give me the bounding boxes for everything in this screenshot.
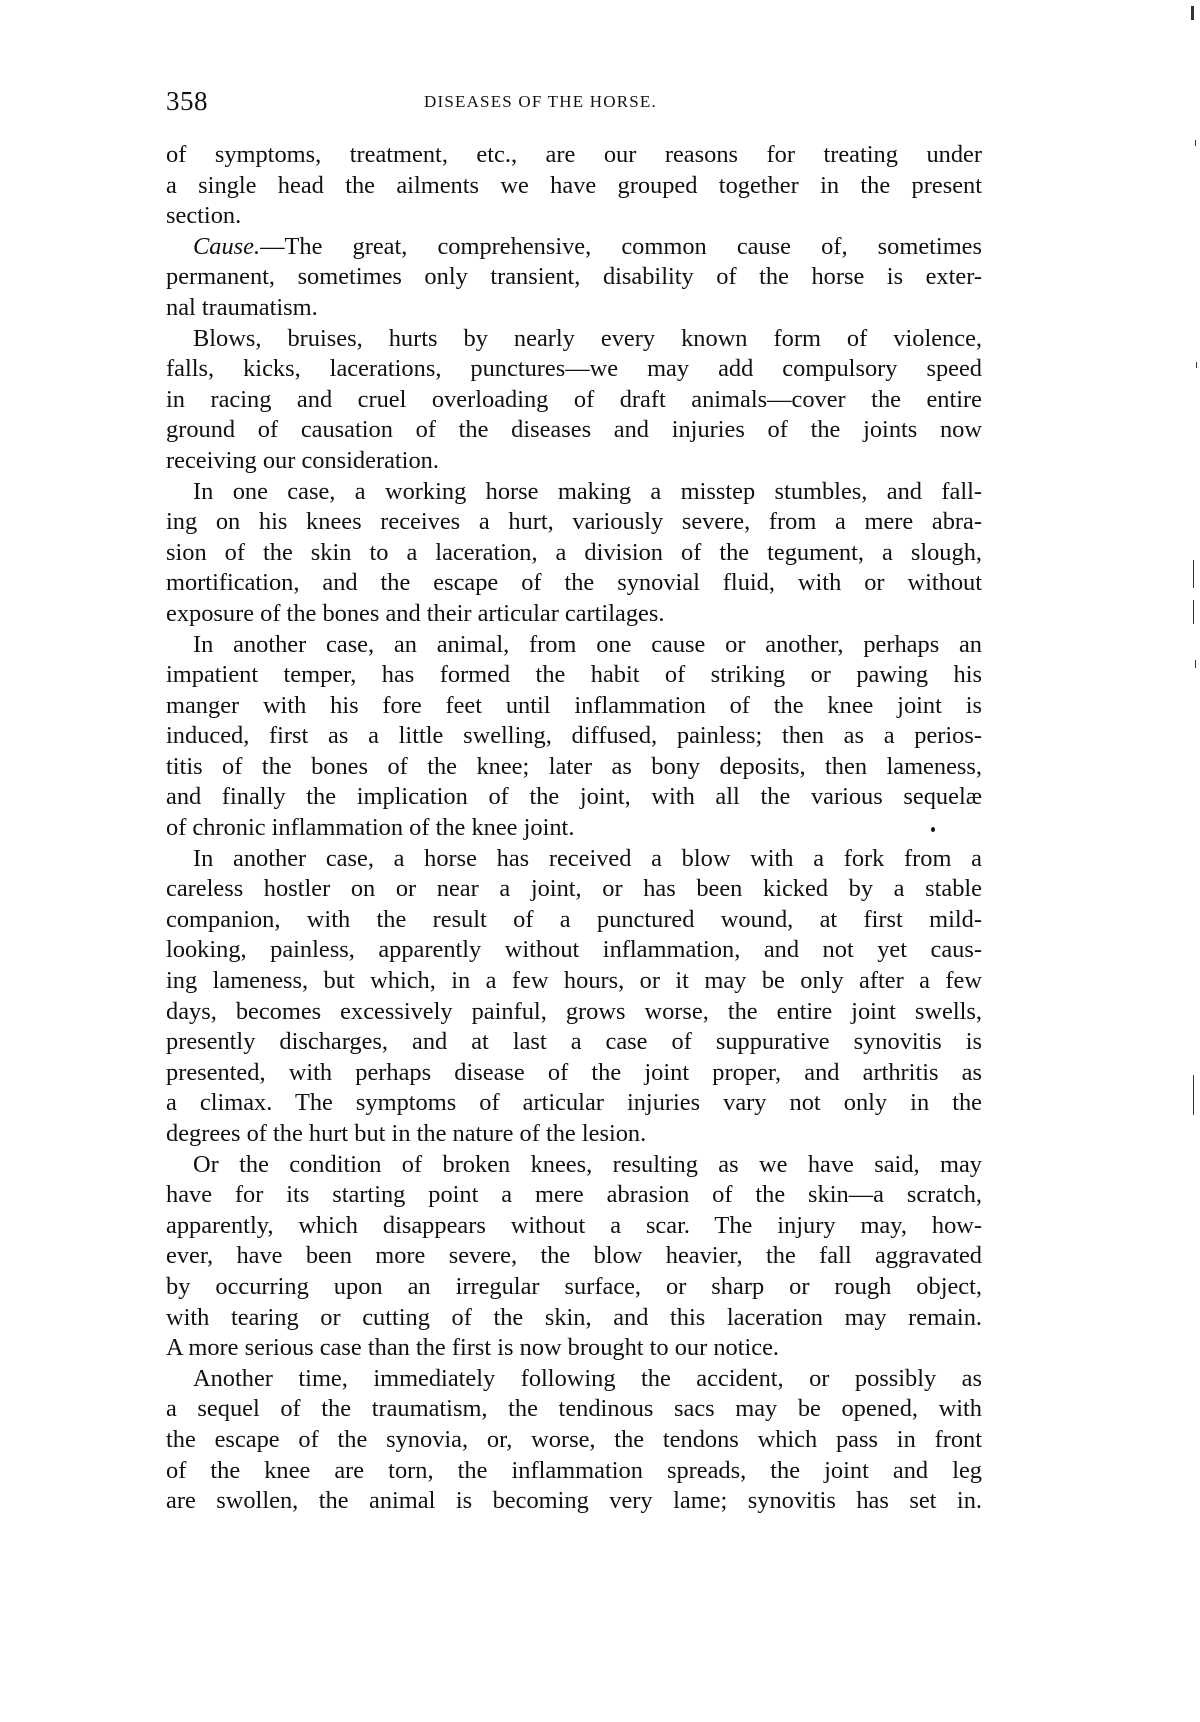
text-line-rest: —The great, comprehensive, common cause of, sometimes xyxy=(260,232,982,260)
text-line: titis of the bones of the knee; later as bony deposits, then lameness, xyxy=(166,752,982,780)
text-line: impatient temper, has formed the habit of striking or pawing his xyxy=(166,661,982,689)
running-head xyxy=(166,86,982,126)
text-line: companion, with the result of a punctured wound, at first mild- xyxy=(166,905,982,933)
text-line: Or the condition of broken knees, resulting as we have said, may xyxy=(193,1150,982,1178)
scan-artifact-mark xyxy=(1195,660,1196,668)
text-line: of symptoms, treatment, etc., are our reasons for treating under xyxy=(166,141,982,168)
text-line: presented, with perhaps disease of the joint proper, and arthritis as xyxy=(166,1058,982,1086)
running-title: DISEASES OF THE HORSE. xyxy=(424,92,657,111)
scan-artifact-mark xyxy=(1193,1075,1194,1115)
text-line: Another time, immediately following the accident, or possibly as xyxy=(193,1364,982,1392)
text-line: In one case, a working horse making a misstep stumbles, and fall- xyxy=(193,477,982,505)
paragraph-another-case-pawing xyxy=(166,630,982,844)
text-line: apparently, which disappears without a scar. The injury may, how- xyxy=(166,1211,982,1239)
text-line: section. xyxy=(166,202,242,230)
text-line: days, becomes excessively painful, grows worse, the entire joint swells, xyxy=(166,997,982,1025)
scan-artifact-mark xyxy=(1193,560,1194,588)
text-line: degrees of the hurt but in the nature of the lesion. xyxy=(166,1120,647,1147)
text-line: ground of causation of the diseases and injuries of the joints now xyxy=(166,416,982,444)
text-line: receiving our consideration. xyxy=(166,446,439,474)
scan-artifact-mark xyxy=(1196,362,1197,368)
text-line: exposure of the bones and their articular cartilages. xyxy=(166,599,665,627)
text-line: ever, have been more severe, the blow heavier, the fall aggravated xyxy=(166,1242,982,1270)
text-line: induced, first as a little swelling, diffused, painless; then as a perios- xyxy=(166,722,982,750)
text-line: are swollen, the animal is becoming very lame; synovitis has set in. xyxy=(166,1487,982,1515)
body-text xyxy=(166,140,982,1517)
paragraph-broken-knees xyxy=(166,1150,982,1364)
text-line: have for its starting point a mere abrasion of the skin—a scratch, xyxy=(166,1181,982,1209)
text-line: by occurring upon an irregular surface, or sharp or rough object, xyxy=(166,1272,982,1300)
text-line: and finally the implication of the joint, with all the various sequelæ xyxy=(166,783,982,811)
scan-artifact-dot xyxy=(931,827,935,832)
text-line: careless hostler on or near a joint, or has been kicked by a stable xyxy=(166,875,982,903)
text-line: Blows, bruises, hurts by nearly every known form of violence, xyxy=(193,324,982,352)
text-line: the escape of the synovia, or, worse, the tendons which pass in front xyxy=(166,1425,982,1453)
text-line: presently discharges, and at last a case of suppurative synovitis is xyxy=(166,1028,982,1056)
scan-artifact-mark xyxy=(1195,140,1196,146)
text-line: manger with his fore feet until inflammation of the knee joint is xyxy=(166,691,982,719)
text-line: permanent, sometimes only transient, disability of the horse is exter- xyxy=(166,263,982,291)
text-line: ing on his knees receives a hurt, variously severe, from a mere abra- xyxy=(166,508,982,536)
text-line: mortification, and the escape of the synovial fluid, with or without xyxy=(166,569,982,597)
text-line: with tearing or cutting of the skin, and this laceration may remain. xyxy=(166,1303,982,1331)
book-page xyxy=(166,86,982,1517)
text-line: looking, painless, apparently without inflammation, and not yet caus- xyxy=(166,936,982,964)
paragraph-another-case-fork xyxy=(166,844,982,1150)
text-line: ing lameness, but which, in a few hours, or it may be only after a few xyxy=(166,967,982,995)
page-number: 358 xyxy=(166,86,208,116)
text-line: nal traumatism. xyxy=(166,293,318,321)
cause-rubric: Cause. xyxy=(193,232,261,260)
text-line: a single head the ailments we have grouped together in the present xyxy=(166,171,982,199)
scan-artifact-mark xyxy=(1193,600,1194,624)
scan-artifact-mark xyxy=(1191,6,1194,20)
text-line: a sequel of the traumatism, the tendinous sacs may be opened, with xyxy=(166,1395,982,1423)
text-line: In another case, a horse has received a blow with a fork from a xyxy=(193,844,982,872)
text-line: falls, kicks, lacerations, punctures—we may add compulsory speed xyxy=(166,355,982,383)
paragraph-intro xyxy=(166,140,982,232)
text-line xyxy=(166,232,982,263)
paragraph-blows xyxy=(166,324,982,477)
text-line: of chronic inflammation of the knee joint. xyxy=(166,814,575,842)
text-line: in racing and cruel overloading of draft animals—cover the entire xyxy=(166,385,982,413)
paragraph-another-time xyxy=(166,1364,982,1517)
text-line: A more serious case than the first is now brought to our notice. xyxy=(166,1334,780,1362)
text-line: sion of the skin to a laceration, a division of the tegument, a slough, xyxy=(166,538,982,566)
text-line: a climax. The symptoms of articular injuries vary not only in the xyxy=(166,1089,982,1117)
text-line: of the knee are torn, the inflammation spreads, the joint and leg xyxy=(166,1456,982,1484)
paragraph-cause xyxy=(166,232,982,324)
paragraph-one-case xyxy=(166,477,982,630)
text-line: In another case, an animal, from one cause or another, perhaps an xyxy=(193,630,982,658)
